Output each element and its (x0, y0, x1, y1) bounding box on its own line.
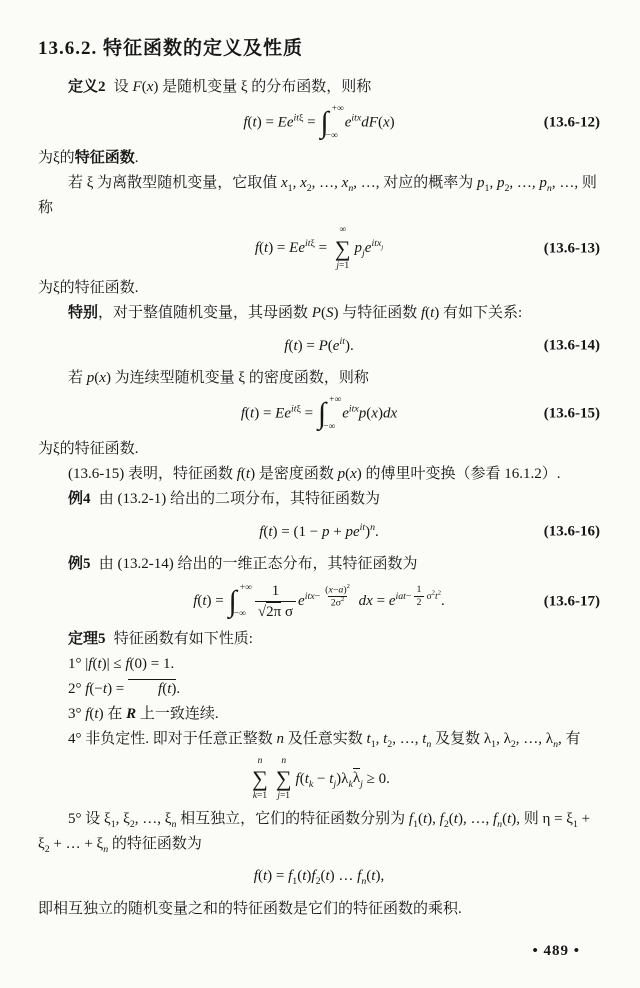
page-number: • 489 • (532, 943, 580, 959)
equation-nonnegative-definite (38, 757, 600, 802)
equation-13-6-12 (38, 105, 600, 141)
theorem-5-label: 定理5 (68, 630, 106, 647)
example-5-text: 由 (13.2-14) 给出的一维正态分布，其特征函数为 (98, 556, 418, 572)
cf-bold-term: 特征函数 (74, 150, 135, 166)
paragraph-after-15: 为ξ的特征函数. (38, 441, 139, 457)
paragraph-discrete-case: 若 ξ 为离散型随机变量，它取值 $x_1$, $x_2$, …, $x_n$, …, 对应的概率为 $p_1$, $p_2$, …, $p_n$, …, 则称 (38, 175, 597, 216)
paragraph-theorem-5 (38, 627, 600, 652)
special-label: 特别 (68, 305, 99, 321)
property-3: 3° f(t) 在 R 上一致连续. (68, 705, 219, 722)
cf-pre-text: 为ξ的 (38, 150, 75, 166)
property-2: 2° f(−t) = f(t). (68, 680, 181, 697)
paragraph-conclusion: 即相互独立的随机变量之和的特征函数是它们的特征函数的乘积. (38, 900, 462, 917)
equation-13-6-17 (38, 582, 600, 622)
paragraph-example-5 (38, 552, 600, 577)
equation-13-6-12-formula: $f(t) = Ee^{it\xi}$ = ∫ +∞ −∞ $e^{itx}dF(x)$ (243, 104, 395, 141)
paragraph-integer-valued (38, 301, 600, 326)
equation-13-6-17-number: (13.6-17) (543, 593, 600, 610)
equation-13-6-13 (38, 226, 600, 271)
paragraph-after-13: 为ξ的特征函数. (38, 280, 139, 296)
equation-13-6-14-number: (13.6-14) (543, 337, 600, 354)
paragraph-characteristic-function-def (38, 146, 600, 171)
equation-nonnegative-definite-formula: n ∑ k=1 n ∑ j=1 $f(t_k - t_j)\lambda_k\lambda_j \ge 0$. (252, 755, 390, 801)
definition-2-text: 设 F(x) 是随机变量 ξ 的分布函数，则称 (113, 79, 372, 95)
special-text: ，对于整值随机变量，其母函数 P(S) 与特征函数 f(t) 有如下关系: (98, 305, 523, 321)
equation-13-6-15 (38, 396, 600, 432)
example-4-label: 例4 (68, 491, 91, 507)
paragraph-fourier-note: (13.6-15) 表明，特征函数 f(t) 是密度函数 p(x) 的傅里叶变换（参看 16.1.2）. (68, 466, 561, 482)
equation-13-6-14-formula: $f(t) = P(e^{it})$. (284, 335, 354, 354)
equation-13-6-15-number: (13.6-15) (543, 405, 600, 422)
paragraph-continuous-case: 若 p(x) 为连续型随机变量 ξ 的密度函数，则称 (68, 370, 369, 386)
equation-13-6-16 (38, 517, 600, 547)
paragraph-definition-2 (38, 75, 600, 100)
equation-13-6-13-formula: $f(t) = Ee^{it\xi}$ = ∞ ∑ j=1 $p_je^{itx_j}$ (254, 225, 384, 271)
equation-13-6-12-number: (13.6-12) (543, 114, 600, 131)
equation-13-6-14 (38, 331, 600, 361)
cf-post-text: . (134, 150, 139, 166)
equation-13-6-16-number: (13.6-16) (543, 523, 600, 540)
example-4-text: 由 (13.2-1) 给出的二项分布，其特征函数为 (98, 491, 381, 507)
equation-13-6-17-formula: f(t) = ∫ +∞ −∞ $\frac{1}{\text{√2π σ}}$ $e^{itx- \frac{(x-a)^2}{2\sigma^2}}$ dx = $e^{iat- \frac{1}{2} \sigma^2t^2}$. (193, 582, 445, 620)
equation-product (38, 862, 600, 892)
paragraph-example-4 (38, 487, 600, 512)
section-heading: 13.6.2. 特征函数的定义及性质 (38, 38, 304, 59)
equation-13-6-15-formula: $f(t) = Ee^{it\xi}$ = ∫ +∞ −∞ $e^{itx}p(x)dx$ (240, 395, 398, 432)
definition-2-label: 定义2 (68, 79, 106, 95)
equation-product-formula: $f(t) = f_1(t)f_2(t)$ … $f_n(t)$, (253, 868, 385, 887)
equation-13-6-13-number: (13.6-13) (543, 240, 600, 256)
theorem-5-text: 特征函数有如下性质: (113, 630, 253, 647)
example-5-label: 例5 (68, 556, 91, 572)
property-1: 1° |f(t)| ≤ f(0) = 1. (68, 655, 175, 672)
property-4: 4° 非负定性. 即对于任意正整数 n 及任意实数 $t_1$, $t_2$, …, $t_n$ 及复数 $\lambda_1$, $\lambda_2$, …, $\lambda_n$, 有 (68, 730, 581, 750)
property-5: 5° 设 $\xi_1$, $\xi_2$, …, $\xi_n$ 相互独立，它们的特征函数分别为 $f_1(t)$, $f_2(t)$, …, $f_n(t)$, 则 $\eta = \xi_1 + \xi_2$ + … + $\xi_n$ 的特征函数为 (38, 810, 591, 855)
equation-13-6-16-formula: $f(t) = (1 - p + pe^{it})^n$. (259, 521, 379, 540)
